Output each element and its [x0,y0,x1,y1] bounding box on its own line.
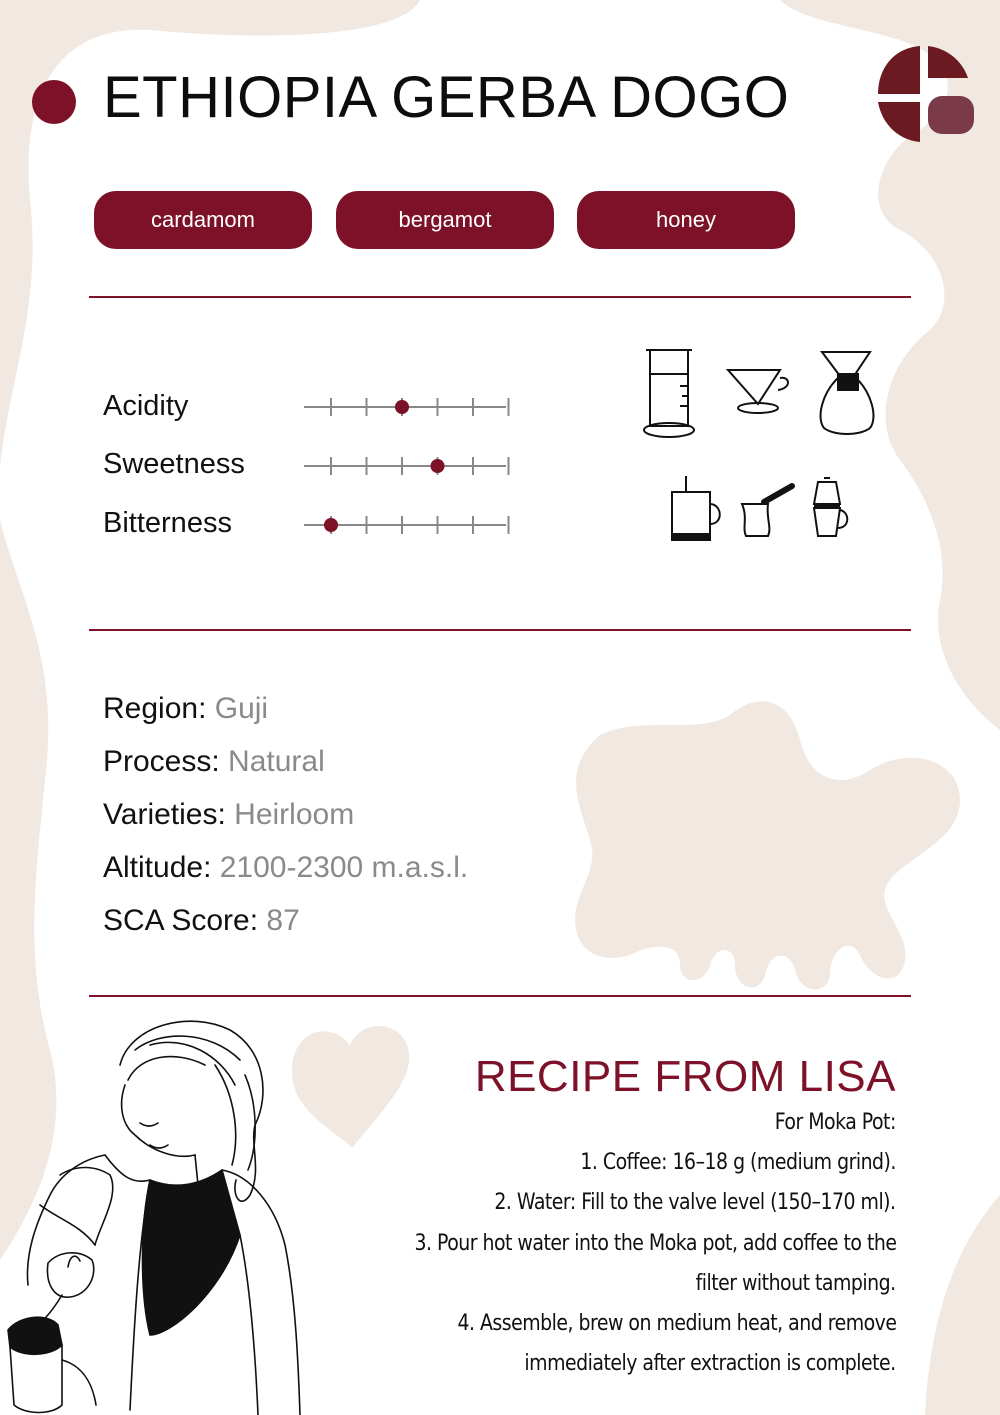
spec-key: SCA Score [103,904,250,937]
recipe-title: RECIPE FROM LISA [474,1052,896,1101]
brand-logo [876,44,976,144]
recipe-line: 2. Water: Fill to the valve level (150–170 ml). [494,1190,896,1215]
barista-illustration [0,1005,320,1415]
chemex-icon [816,348,878,436]
moka-pot-icon [806,476,852,540]
flavor-tag: cardamom [94,191,312,249]
french-press-icon [666,474,726,546]
corner-blob [925,1195,1000,1415]
taste-label-bitterness: Bitterness [103,507,232,539]
spec-region: Region: Guji [103,692,269,725]
spec-value: Guji [214,692,269,725]
divider [89,296,911,298]
splash-blob [575,701,960,989]
title-bullet-dot [32,80,76,124]
recipe-line: 1. Coffee: 16–18 g (medium grind). [580,1150,896,1175]
taste-scale-sweetness [300,451,510,481]
aeropress-icon [640,346,700,442]
scale-level-dot [431,459,445,473]
taste-label-sweetness: Sweetness [103,448,245,480]
spec-process: Process: Natural [103,745,325,778]
recipe-line: For Moka Pot: [774,1110,896,1135]
spec-sca-score: SCA Score: 87 [103,904,300,937]
spec-varieties: Varieties: Heirloom [103,798,355,831]
spec-key: Altitude [103,851,204,884]
scale-level-dot [324,518,338,532]
spec-value: Natural [228,745,325,778]
coffee-title: ETHIOPIA GERBA DOGO [103,65,790,130]
spec-key: Region [103,692,199,725]
divider [89,995,911,997]
recipe-line: immediately after extraction is complete. [524,1351,896,1376]
turkish-cezve-icon [738,480,798,540]
spec-value: 87 [266,904,300,937]
pour-over-dripper-icon [724,364,794,416]
spec-value: 2100-2300 m.a.s.l. [219,851,469,884]
taste-scale-bitterness [300,510,510,540]
recipe-line: 3. Pour hot water into the Moka pot, add coffee to the [414,1231,896,1256]
taste-scale-acidity [300,392,510,422]
spec-key: Varieties [103,798,218,831]
spec-value: Heirloom [234,798,355,831]
flavor-tag: bergamot [336,191,554,249]
spec-key: Process [103,745,212,778]
spec-altitude: Altitude: 2100-2300 m.a.s.l. [103,851,469,884]
scale-level-dot [395,400,409,414]
divider [89,629,911,631]
recipe-line: filter without tamping. [695,1271,896,1296]
taste-label-acidity: Acidity [103,390,189,422]
recipe-line: 4. Assemble, brew on medium heat, and remove [456,1311,896,1336]
flavor-tag: honey [577,191,795,249]
